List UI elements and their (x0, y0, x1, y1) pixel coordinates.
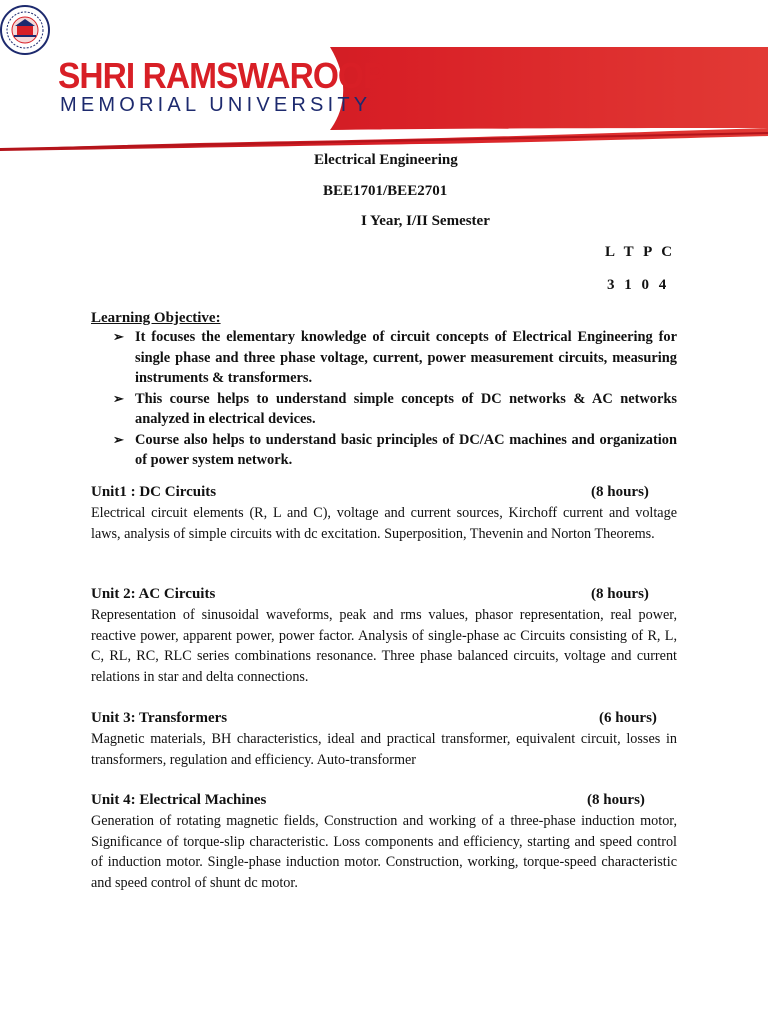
unit-title: Unit 3: Transformers (91, 710, 228, 726)
course-year-semester: I Year, I/II Semester (361, 213, 490, 229)
course-code: BEE1701/BEE2701 (323, 183, 448, 199)
unit-hours: (8 hours) (591, 484, 649, 500)
university-seal-icon (0, 0, 50, 60)
arrow-bullet-icon: ➢ (113, 431, 124, 447)
unit-content: Electrical circuit elements (R, L and C), voltage and current sources, Kirchoff current and voltage laws, analysis of simple circuits with dc excitation. Superposition, Thevenin and Norton Theorems. (91, 505, 677, 542)
unit-hours: (6 hours) (599, 710, 657, 726)
learning-objective-list (113, 327, 677, 471)
objective-text: It focuses the elementary knowledge of circuit concepts of Electrical Engineering for single phase and three phase voltage, current, power measurement circuits, measuring instruments & transformers. (135, 329, 677, 386)
university-header (0, 0, 768, 160)
list-item (113, 389, 677, 430)
list-item (113, 327, 677, 389)
unit-section (91, 790, 677, 893)
unit-hours: (8 hours) (587, 792, 645, 808)
ltpc-labels: L T P C (605, 244, 673, 260)
unit-title: Unit 2: AC Circuits (91, 586, 216, 602)
unit-hours: (8 hours) (591, 586, 649, 602)
arrow-bullet-icon: ➢ (113, 329, 124, 344)
objective-text: This course helps to understand simple concepts of DC networks & AC networks analyzed in electrical devices. (135, 390, 677, 427)
objective-text: Course also helps to understand basic principles of DC/AC machines and organization of power system network. (135, 431, 677, 468)
unit-section (91, 482, 677, 544)
list-item (113, 430, 677, 471)
university-name-line2: MEMORIAL UNIVERSITY (60, 94, 372, 116)
unit-content: Generation of rotating magnetic fields, Construction and working of a three-phase induction motor, Significance of torque-slip characteristic. Loss components and efficiency, starting and speed control of induction motor. Single-phase induction motor. Construction, working, torque-speed characteristic and speed control of shunt dc motor. (91, 813, 677, 891)
unit-title: Unit1 : DC Circuits (91, 484, 217, 500)
university-name-line1: SHRI RAMSWAROOP (58, 55, 385, 96)
ltpc-values: 3 1 0 4 (607, 277, 667, 293)
unit-section (91, 708, 677, 770)
unit-title: Unit 4: Electrical Machines (91, 792, 267, 808)
unit-section (91, 584, 677, 687)
learning-objective-heading: Learning Objective: (91, 310, 221, 326)
unit-content: Magnetic materials, BH characteristics, ideal and practical transformer, equivalent circuit, losses in transformers, regulation and efficiency. Auto-transformer (91, 731, 677, 768)
unit-content: Representation of sinusoidal waveforms, peak and rms values, phasor representation, real power, reactive power, apparent power, power factor. Analysis of single-phase ac Circuits consisting of R, L, C, RL, RC, RLC series combinations resonance. Three phase balanced circuits, voltage and current relations in star and delta connections. (91, 607, 677, 685)
arrow-bullet-icon: ➢ (113, 390, 124, 406)
course-subject: Electrical Engineering (314, 152, 458, 168)
